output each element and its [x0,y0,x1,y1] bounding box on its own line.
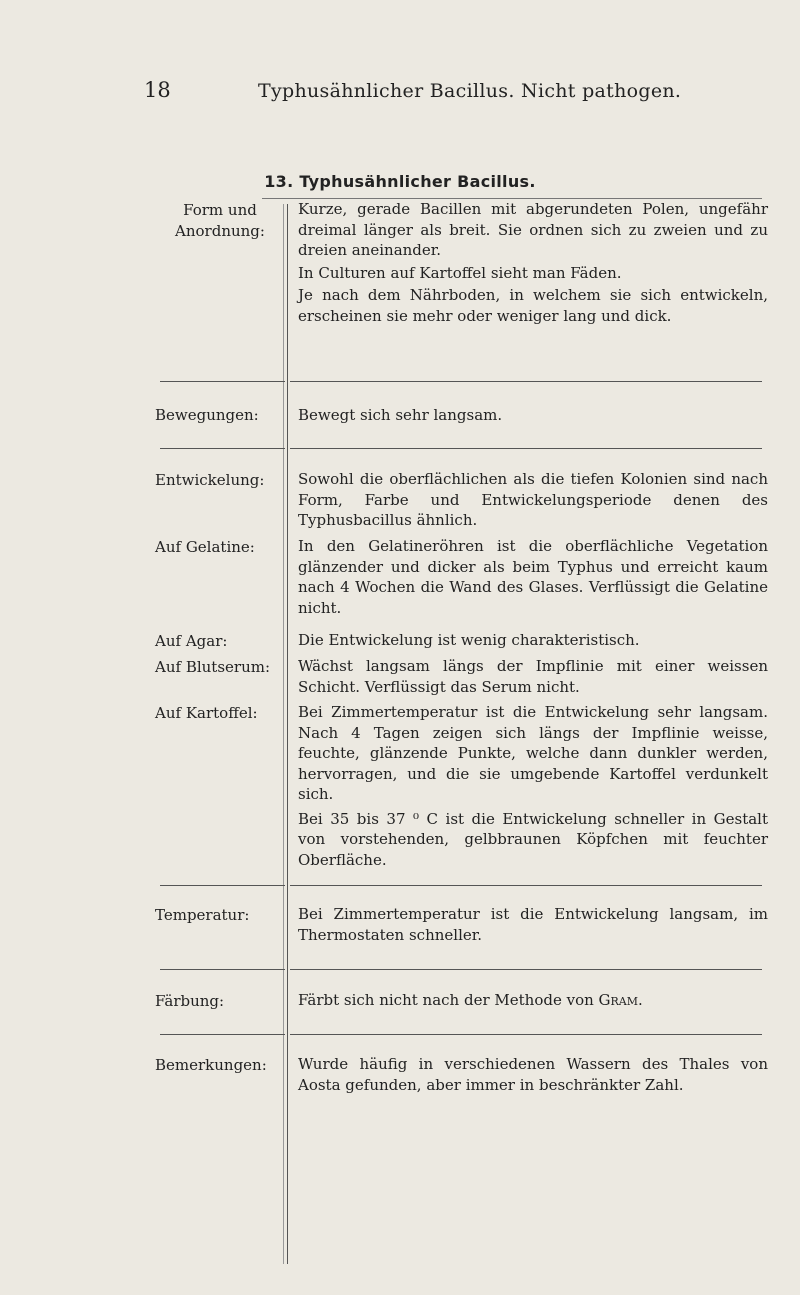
form-paragraph-1: Kurze, gerade Bacillen mit abgerundeten Polen, ungefähr dreimal länger als breit. Sie ordnen sich zu zweien und zu dreien aneinander. [298,200,768,259]
text-kartoffel [298,702,768,870]
kartoffel-paragraph-2: Bei 35 bis 37 ⁰ C ist die Entwickelung schneller in Gestalt von vorstehenden, gelbbraunen Köpfchen mit feuchter Oberfläche. [298,809,768,869]
text-gelatine: In den Gelatineröhren ist die oberflächliche Vegetation glänzender und dicker als beim Typhus und erreicht kaum nach 4 Wochen die Wand des Glases. Verflüssigt die Gelatine nicht. [298,537,768,617]
section-title: 13. Typhusähnlicher Bacillus. [264,172,536,191]
column-divider-secondary [283,204,284,1264]
text-bewegungen: Bewegt sich sehr langsam. [298,406,503,424]
row-separator-right [290,381,762,382]
form-paragraph-2: In Culturen auf Kartoffel sieht man Fäden. [298,263,622,282]
label-bewegungen: Bewegungen: [155,406,259,424]
label-agar: Auf Agar: [155,632,228,650]
text-agar: Die Entwickelung ist wenig charakteristisch. [298,631,640,649]
running-title: Typhusähnlicher Bacillus. Nicht pathogen. [258,80,682,102]
text-form [298,199,768,326]
text-entwickelung: Sowohl die oberflächlichen als die tiefen Kolonien sind nach Form, Farbe und Entwickelungsperiode denen des Typhusbacillus ähnlich. [298,470,768,529]
text-faerbung [298,990,768,1011]
label-kartoffel: Auf Kartoffel: [155,704,258,722]
kartoffel-paragraph-1: Bei Zimmertemperatur ist die Entwickelung sehr langsam. Nach 4 Tagen zeigen sich längs der Impflinie weisse, feuchte, glänzende Punkte, welche dann dunkler werden, hervorragen, und die sie umgebende Kartoffel verdunkelt sich. [298,703,768,803]
faerbung-text: Färbt sich nicht nach der Methode von [298,991,594,1009]
text-bemerkungen: Wurde häufig in verschiedenen Wassern des Thales von Aosta gefunden, aber immer in beschränkter Zahl. [298,1055,768,1094]
text-temperatur: Bei Zimmertemperatur ist die Entwickelung langsam, im Thermostaten schneller. [298,905,768,944]
label-gelatine: Auf Gelatine: [155,538,255,556]
label-temperatur: Temperatur: [155,906,250,924]
running-head [0,78,800,108]
column-divider [287,204,288,1264]
text-blutserum: Wächst langsam längs der Impflinie mit einer weissen Schicht. Verflüssigt das Serum nicht. [298,657,768,696]
form-paragraph-3: Je nach dem Nährboden, in welchem sie sich entwickeln, erscheinen sie mehr oder weniger lang und dick. [298,286,768,325]
label-faerbung: Färbung: [155,992,225,1010]
row-separator-left [160,448,285,449]
label-entwickelung: Entwickelung: [155,471,265,489]
row-separator-left [160,969,285,970]
row-separator-right [290,885,762,886]
page-number: 18 [144,78,171,102]
row-separator-left [160,381,285,382]
row-separator-right [290,448,762,449]
label-blutserum: Auf Blutserum: [155,658,271,676]
label-bemerkungen: Bemerkungen: [155,1056,267,1074]
gram-method: Gram. [598,991,643,1009]
row-separator-right [290,1034,762,1035]
label-form: Form und Anordnung: [175,201,265,240]
row-separator-right [290,969,762,970]
row-separator-left [160,1034,285,1035]
row-separator-left [160,885,285,886]
